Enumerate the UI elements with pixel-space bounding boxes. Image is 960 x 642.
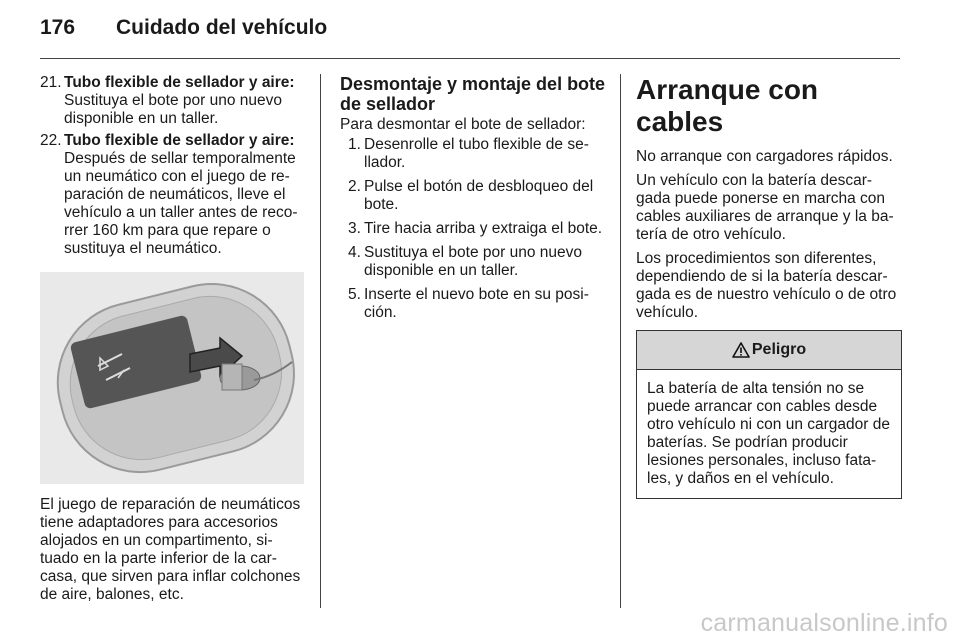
step-number: 3. — [348, 220, 361, 237]
item-number: 22. — [40, 132, 62, 149]
step-number: 4. — [348, 244, 361, 261]
list-item — [340, 220, 606, 238]
step-text: Desenrolle el tubo flexible de se-llador. — [364, 136, 589, 171]
steps-list — [340, 136, 606, 322]
warning-header — [637, 331, 901, 370]
page-title: Cuidado del vehículo — [116, 16, 328, 39]
sealant-bottle-drawing — [40, 272, 304, 484]
item-text: Sustituya el bote por uno nuevo disponible en un taller. — [64, 92, 283, 127]
column-right — [636, 74, 902, 499]
item-title: Tubo flexible de sellador y aire: — [64, 132, 295, 149]
list-item — [340, 136, 606, 172]
list-item — [40, 74, 304, 128]
step-text: Tire hacia arriba y extraiga el bote. — [364, 220, 603, 237]
section-heading: Arranque con cables — [636, 74, 819, 137]
warning-text: La batería de alta tensión no se puede arrancar con cables desde otro vehículo ni con un cargador de baterías. Se podrían producir lesiones personales, incluso fata-les, y daños en el vehículo. — [647, 380, 890, 487]
step-number: 5. — [348, 286, 361, 303]
column-left — [40, 74, 304, 604]
list-item — [340, 286, 606, 322]
list-item — [40, 132, 304, 258]
paragraph: Los procedimientos son diferentes, dependiendo de si la batería descar-gada es de nuestro vehículo o de otro vehículo. — [636, 250, 897, 321]
page-header — [40, 16, 900, 50]
column-divider-1 — [320, 74, 321, 608]
page-number: 176 — [40, 16, 76, 39]
header-divider — [40, 58, 900, 59]
list-item — [340, 178, 606, 214]
watermark: carmanualsonline.info — [700, 609, 948, 637]
warning-title: Peligro — [751, 341, 807, 358]
paragraph: No arranque con cargadores rápidos. — [636, 148, 893, 165]
step-text: Pulse el botón de desbloqueo del bote. — [364, 178, 594, 213]
item-number: 21. — [40, 74, 62, 91]
figure-caption: El juego de reparación de neumáticos tiene adaptadores para accesorios alojados en un compartimento, si-tuado en la parte inferior de la car-casa, que sirven para inflar colchones de aire, balones, etc. — [40, 496, 301, 603]
warning-box — [636, 330, 902, 499]
column-middle — [340, 74, 606, 328]
item-text: Después de sellar temporalmente un neumático con el juego de re-paración de neumáticos, lleve el vehículo a un taller antes de reco-rrer 160 km para que repare o sustituya el neumático. — [64, 150, 298, 257]
paragraph: Un vehículo con la batería descar-gada puede ponerse en marcha con cables auxiliares de arranque y la ba-tería de otro vehículo. — [636, 172, 894, 243]
item-title: Tubo flexible de sellador y aire: — [64, 74, 295, 91]
step-number: 1. — [348, 136, 361, 153]
step-text: Sustituya el bote por uno nuevo disponible en un taller. — [364, 244, 583, 279]
tire-repair-kit-illustration — [40, 272, 304, 484]
list-item — [340, 244, 606, 280]
column-divider-2 — [620, 74, 621, 608]
warning-triangle-icon — [732, 342, 750, 358]
section-heading: Desmontaje y montaje del bote de sellador — [340, 74, 606, 114]
section-intro: Para desmontar el bote de sellador: — [340, 116, 586, 133]
step-text: Inserte el nuevo bote en su posi-ción. — [364, 286, 589, 321]
step-number: 2. — [348, 178, 361, 195]
